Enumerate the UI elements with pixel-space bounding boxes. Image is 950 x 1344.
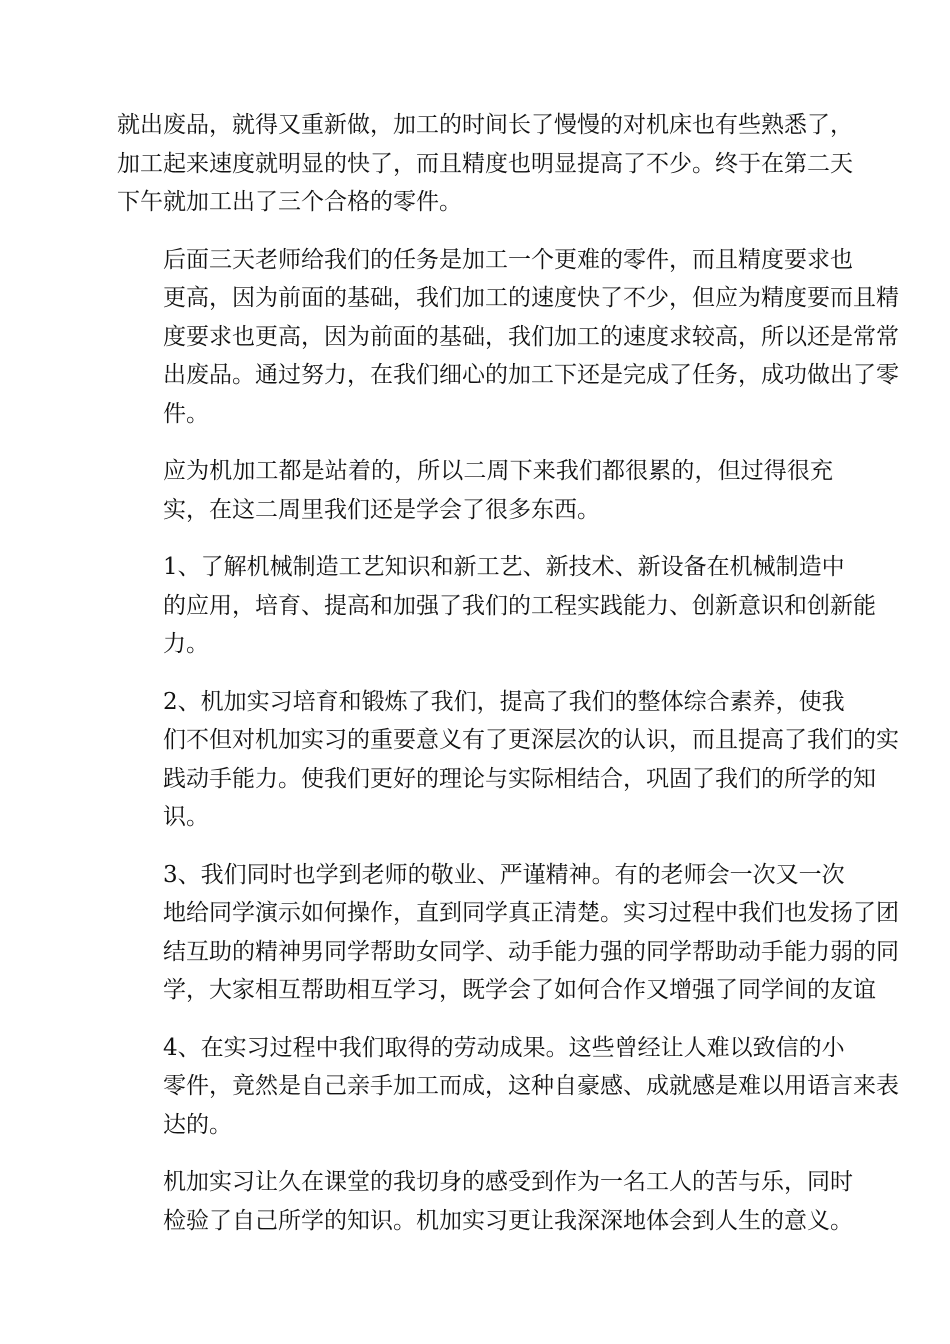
paragraph bbox=[117, 1029, 899, 1145]
text-line: 机加实习让久在课堂的我切身的感受到作为一名工人的苦与乐，同时 bbox=[163, 1169, 853, 1195]
text-line: 更高，因为前面的基础，我们加工的速度快了不少，但应为精度要而且精 bbox=[163, 285, 899, 311]
paragraph bbox=[117, 1163, 853, 1240]
paragraph bbox=[117, 241, 899, 434]
paragraph bbox=[117, 548, 876, 664]
text-line: 地给同学演示如何操作，直到同学真正清楚。实习过程中我们也发扬了团 bbox=[163, 900, 899, 926]
text-line: 加工起来速度就明显的快了，而且精度也明显提高了不少。终于在第二天 bbox=[117, 150, 853, 177]
paragraph bbox=[117, 683, 899, 837]
text-line: 识。 bbox=[163, 804, 209, 830]
text-line: 应为机加工都是站着的，所以二周下来我们都很累的，但过得很充 bbox=[163, 458, 833, 484]
text-line: 零件，竟然是自己亲手加工而成，这种自豪感、成就感是难以用语言来表 bbox=[163, 1073, 899, 1099]
document-body bbox=[117, 106, 899, 1259]
text-line: 度要求也更高，因为前面的基础，我们加工的速度求较高，所以还是常常 bbox=[163, 323, 899, 350]
text-line: 的应用，培育、提高和加强了我们的工程实践能力、创新意识和创新能 bbox=[163, 592, 876, 619]
text-line: 结互助的精神男同学帮助女同学、动手能力强的同学帮助动手能力弱的同 bbox=[163, 938, 899, 965]
text-line: 4、在实习过程中我们取得的劳动成果。这些曾经让人难以致信的小 bbox=[163, 1034, 845, 1061]
text-line: 践动手能力。使我们更好的理论与实际相结合，巩固了我们的所学的知 bbox=[163, 765, 876, 792]
text-line: 力。 bbox=[163, 631, 209, 657]
text-line: 件。 bbox=[163, 400, 209, 427]
text-line: 就出废品，就得又重新做，加工的时间长了慢慢的对机床也有些熟悉了， bbox=[117, 112, 853, 138]
paragraph bbox=[117, 856, 899, 1010]
text-line: 2、机加实习培育和锻炼了我们，提高了我们的整体综合素养，使我 bbox=[163, 688, 845, 715]
text-line: 达的。 bbox=[163, 1111, 232, 1138]
text-line: 们不但对机加实习的重要意义有了更深层次的认识，而且提高了我们的实 bbox=[163, 727, 899, 753]
text-line: 3、我们同时也学到老师的敬业、严谨精神。有的老师会一次又一次 bbox=[163, 861, 845, 888]
text-line: 检验了自己所学的知识。机加实习更让我深深地体会到人生的意义。 bbox=[163, 1207, 853, 1234]
text-line: 出废品。通过努力，在我们细心的加工下还是完成了任务，成功做出了零 bbox=[163, 362, 899, 388]
text-line: 后面三天老师给我们的任务是加工一个更难的零件，而且精度要求也 bbox=[163, 246, 853, 273]
text-line: 学，大家相互帮助相互学习，既学会了如何合作又增强了同学间的友谊 bbox=[163, 977, 876, 1003]
text-line: 下午就加工出了三个合格的零件。 bbox=[117, 189, 462, 215]
text-line: 实，在这二周里我们还是学会了很多东西。 bbox=[163, 496, 600, 523]
paragraph bbox=[117, 106, 853, 222]
paragraph bbox=[117, 452, 833, 529]
text-line: 1、了解机械制造工艺知识和新工艺、新技术、新设备在机械制造中 bbox=[163, 554, 845, 580]
